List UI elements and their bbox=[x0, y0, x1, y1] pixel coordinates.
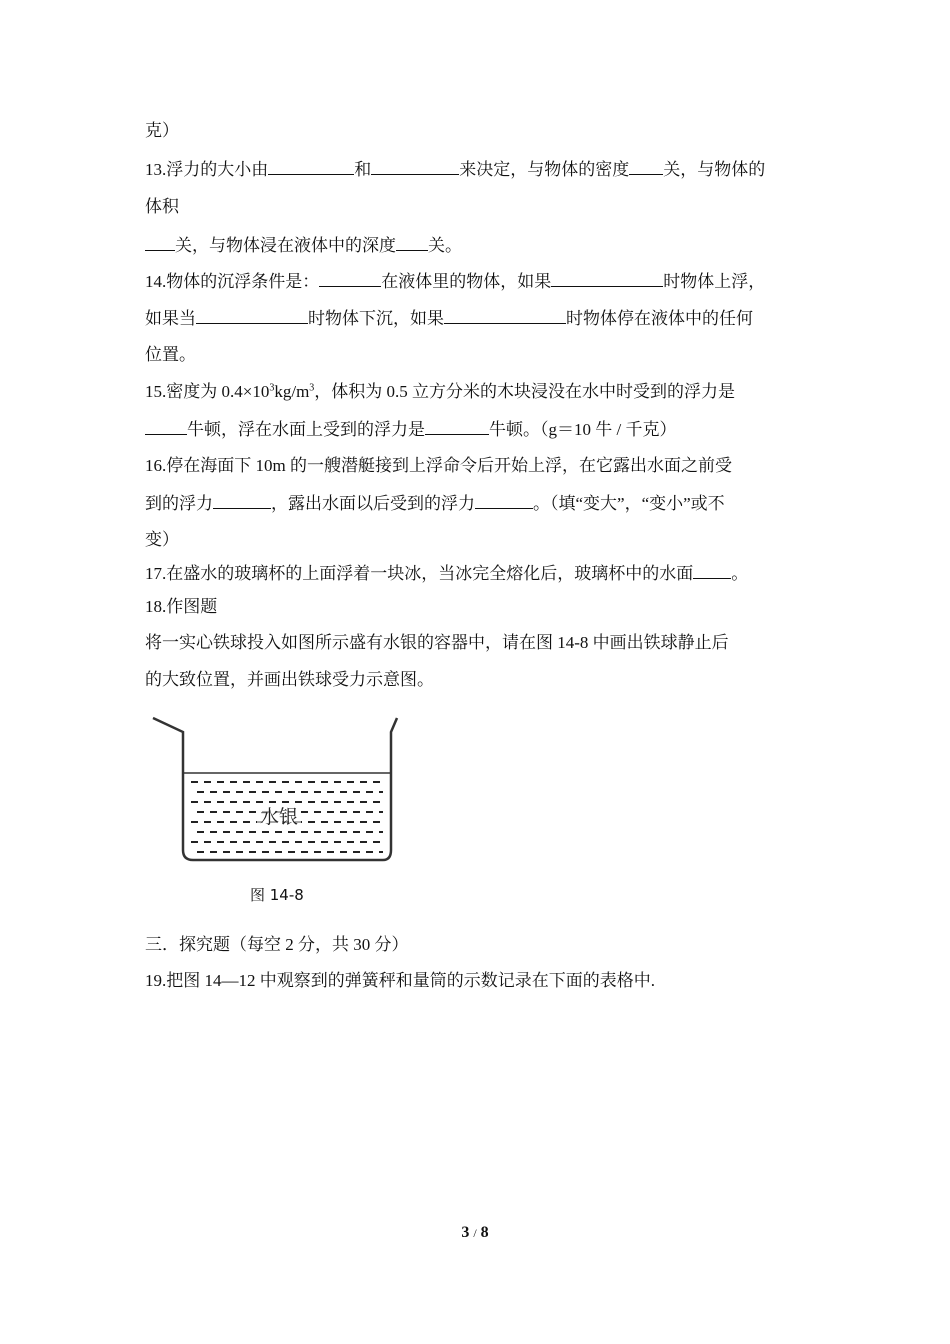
answer-blank[interactable] bbox=[268, 158, 354, 175]
question-16: 16.停在海面下 10m 的一艘潜艇接到上浮命令后开始上浮，在它露出水面之前受 bbox=[145, 456, 732, 475]
answer-blank[interactable] bbox=[396, 234, 428, 251]
text-line: 关，与物体浸在液体中的深度 关。 bbox=[145, 234, 462, 257]
text-line: 牛顿，浮在水面上受到的浮力是 牛顿。（g＝10 牛 / 千克） bbox=[145, 418, 676, 441]
question-13: 13.浮力的大小由 和 来决定，与物体的密度 关，与物体的 bbox=[145, 160, 766, 179]
beaker-figure[interactable] bbox=[145, 710, 405, 910]
text-line: 克） bbox=[145, 121, 179, 140]
answer-blank[interactable] bbox=[145, 418, 187, 435]
text-line: 位置。 bbox=[145, 345, 196, 364]
answer-blank[interactable] bbox=[475, 492, 533, 509]
answer-blank[interactable] bbox=[444, 307, 566, 324]
answer-blank[interactable] bbox=[196, 307, 308, 324]
answer-blank[interactable] bbox=[551, 270, 663, 287]
answer-blank[interactable] bbox=[371, 158, 459, 175]
question-14: 14.物体的沉浮条件是： 在液体里的物体，如果 时物体上浮， bbox=[145, 272, 766, 291]
page-number: 3 / 8 bbox=[461, 1224, 489, 1241]
text-line: 变） bbox=[145, 530, 179, 549]
question-15: 15.密度为 $0.4\times 10^3kg/m^3$，体积为 0.5 立方分米的木块浸没在水中时受到的浮力是 bbox=[145, 382, 736, 401]
question-17: 17.在盛水的玻璃杯的上面浮着一块冰，当冰完全熔化后，玻璃杯中的水面 。 bbox=[145, 564, 749, 583]
section-heading: 三．探究题（每空 2 分，共 30 分） bbox=[145, 935, 409, 954]
text-line: 将一实心铁球投入如图所示盛有水银的容器中，请在图 14-8 中画出铁球静止后 bbox=[145, 633, 729, 652]
answer-blank[interactable] bbox=[145, 234, 175, 251]
answer-blank[interactable] bbox=[693, 562, 731, 579]
text-line: 体积 bbox=[145, 197, 179, 216]
answer-blank[interactable] bbox=[213, 492, 271, 509]
beaker-outline bbox=[153, 718, 397, 860]
text-line: 的大致位置，并画出铁球受力示意图。 bbox=[145, 670, 434, 689]
text-line: 如果当 时物体下沉，如果 时物体停在液体中的任何 bbox=[145, 309, 753, 328]
answer-blank[interactable] bbox=[425, 418, 489, 435]
beaker-diagram bbox=[145, 710, 405, 880]
question-19: 19.把图 14—12 中观察到的弹簧秤和量筒的示数记录在下面的表格中. bbox=[145, 971, 655, 990]
figure-caption: 图 14-8 bbox=[250, 886, 304, 904]
answer-blank[interactable] bbox=[319, 270, 381, 287]
liquid-label: 水银 bbox=[259, 806, 299, 828]
answer-blank[interactable] bbox=[629, 158, 663, 175]
question-18: 18.作图题 bbox=[145, 597, 218, 616]
text-line: 到的浮力 ，露出水面以后受到的浮力 。（填“变大”，“变小”或不 bbox=[145, 494, 725, 513]
